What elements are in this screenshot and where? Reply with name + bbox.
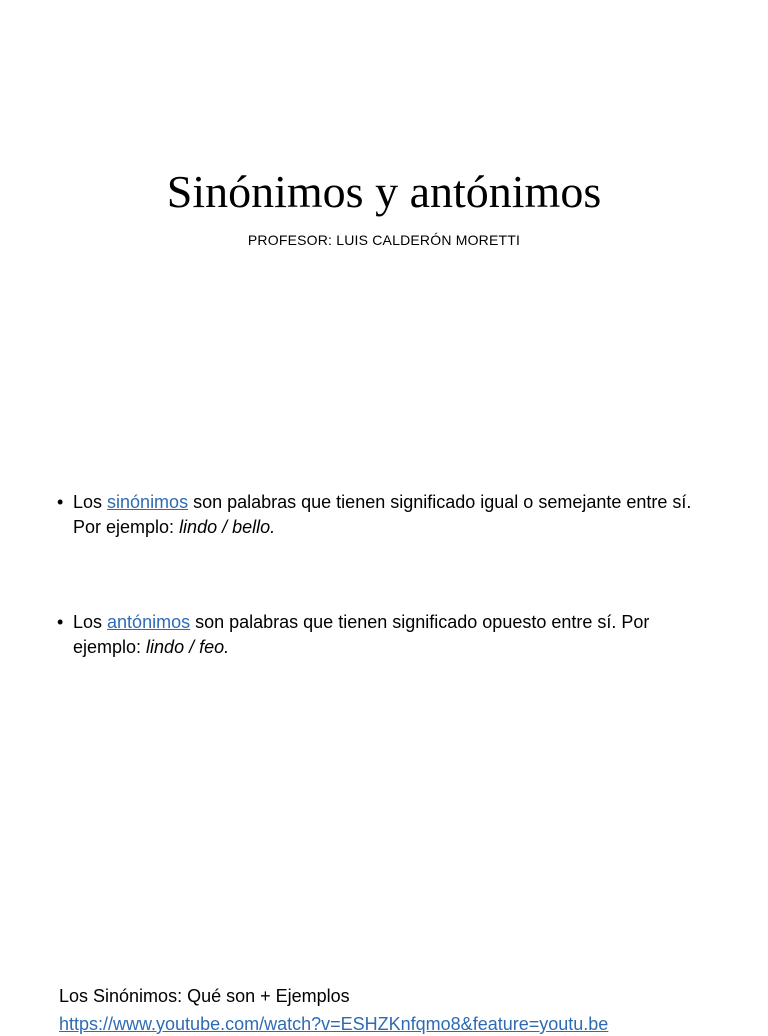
bullet-body: son palabras que tienen significado igual o semejante entre sí. Por ejemplo: <box>73 492 692 537</box>
bullet-example: lindo / feo. <box>146 636 230 657</box>
bullet-text <box>73 490 717 539</box>
slide-subtitle: PROFESOR: LUIS CALDERÓN MORETTI <box>247 232 521 248</box>
antonyms-link[interactable]: antónimos <box>107 612 191 632</box>
bullet-lead: Los <box>73 492 108 512</box>
slide-title: Sinónimos y antónimos <box>166 166 602 217</box>
bullet-lead: Los <box>73 612 108 632</box>
bullet-text <box>73 610 717 659</box>
synonyms-link[interactable]: sinónimos <box>107 492 189 512</box>
bullet-dot: • <box>57 492 64 512</box>
video-title: Los Sinónimos: Qué son + Ejemplos <box>59 986 350 1006</box>
video-link[interactable]: https://www.youtube.com/watch?v=ESHZKnfqmo8&feature=youtu.be <box>59 1014 609 1034</box>
bullet-body: son palabras que tienen significado opuesto entre sí. Por ejemplo: <box>73 612 650 657</box>
bullet-example: lindo / bello. <box>179 516 276 537</box>
bullet-dot: • <box>57 612 64 632</box>
